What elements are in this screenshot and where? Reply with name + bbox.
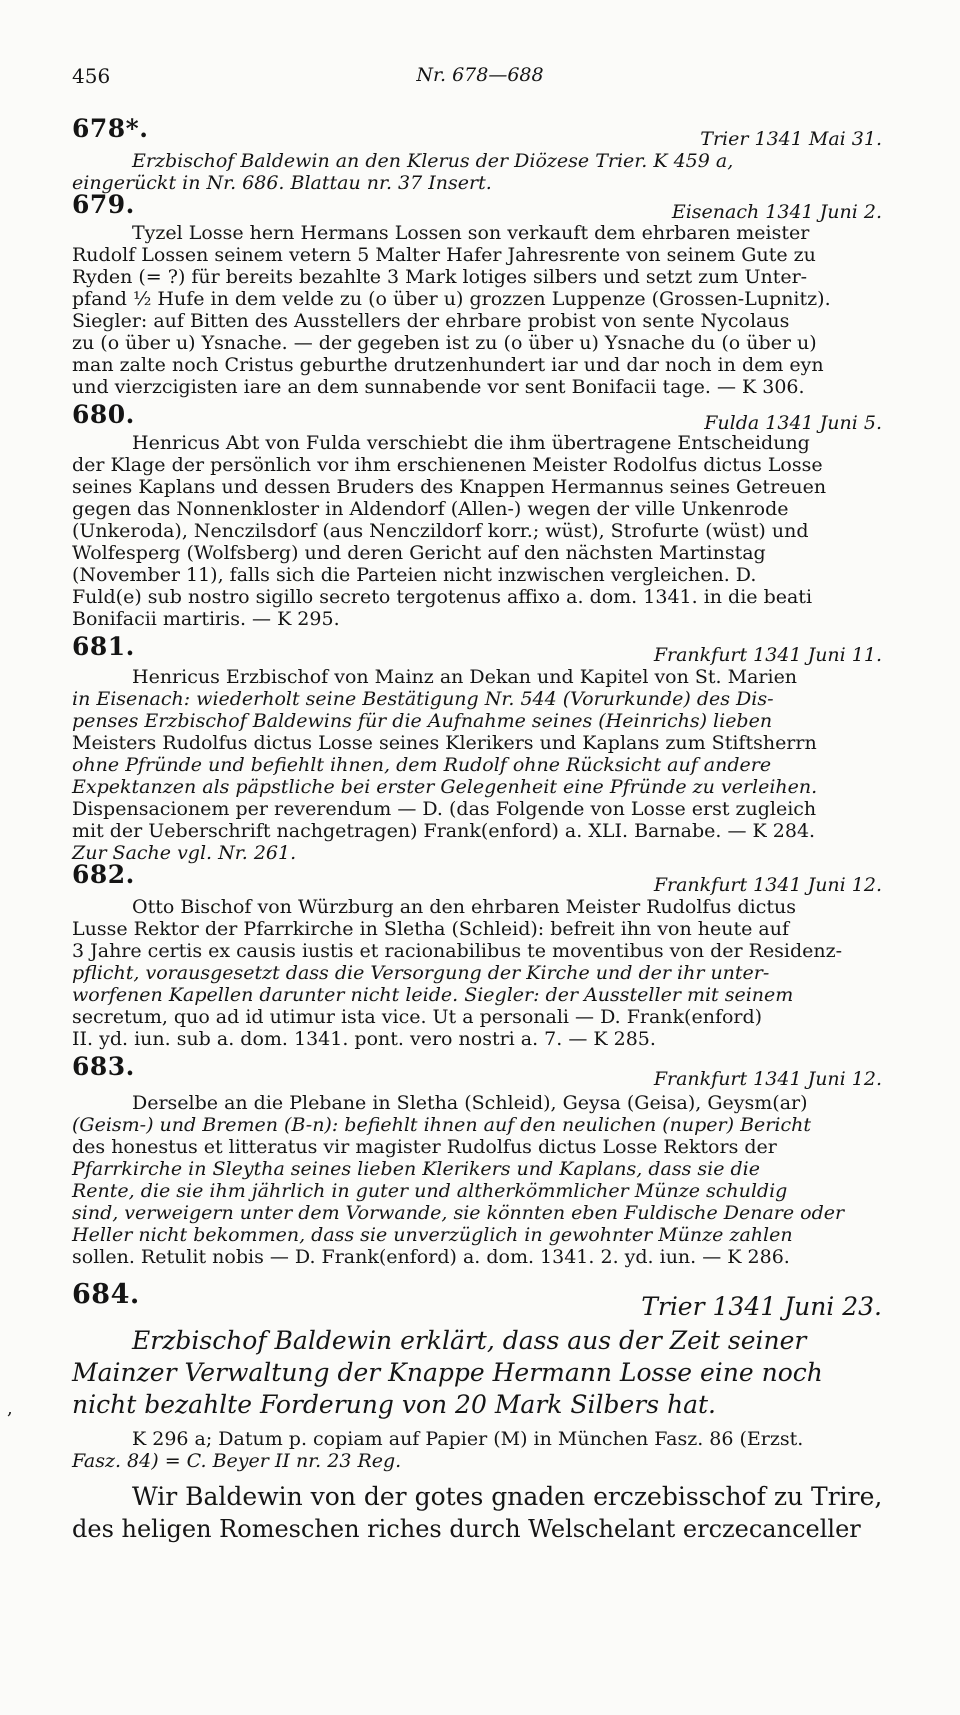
entry-line: Wolfesperg (Wolfsberg) und deren Gericht auf den nächsten Martinstag [72, 542, 766, 564]
entry-place-date: Frankfurt 1341 Juni 12. [653, 1068, 882, 1090]
entry-line: in Eisenach: wiederholt seine Bestätigung Nr. 544 (Vorurkunde) des Dis- [72, 688, 774, 710]
entry-line: Fuld(e) sub nostro sigillo secreto tergotenus affixo a. dom. 1341. in die beati [72, 586, 813, 608]
text-line: Wir Baldewin von der gotes gnaden erczebisschof zu Trire, [132, 1482, 883, 1511]
entry-line: Rente, die sie ihm jährlich in guter und altherkömmlicher Münze schuldig [72, 1180, 788, 1202]
regest-line: nicht bezahlte Forderung von 20 Mark Silbers hat. [72, 1390, 717, 1419]
entry-line: Ryden (= ?) für bereits bezahlte 3 Mark lotiges silbers und setzt zum Unter- [72, 266, 808, 288]
entry-line: pfand ½ Hufe in dem velde zu (o über u) grozzen Luppenze (Grossen-Lupnitz). [72, 288, 831, 310]
entry-number: 681. [72, 632, 135, 661]
entry-line: (Unkeroda), Nenczilsdorf (aus Nenczildorf korr.; wüst), Strofurte (wüst) und [72, 520, 809, 542]
entry-line: Tyzel Losse hern Hermans Lossen son verkauft dem ehrbaren meister [132, 222, 810, 244]
entry-line: Expektanzen als päpstliche bei erster Gelegenheit eine Pfründe zu verleihen. [72, 776, 818, 798]
entry-line: Pfarrkirche in Sleytha seines lieben Klerikers und Kaplans, dass sie die [72, 1158, 760, 1180]
entry-line: Fasz. 84) = C. Beyer II nr. 23 Reg. [72, 1450, 402, 1472]
entry-line: ohne Pfründe und befiehlt ihnen, dem Rudolf ohne Rücksicht auf andere [72, 754, 772, 776]
entry-line: Henricus Abt von Fulda verschiebt die ihm übertragene Entscheidung [132, 432, 810, 454]
entry-line: Derselbe an die Plebane in Sletha (Schleid), Geysa (Geisa), Geysm(ar) [132, 1092, 808, 1114]
entry-line: Lusse Rektor der Pfarrkirche in Sletha (Schleid): befreit ihn von heute auf [72, 918, 790, 940]
entry-line: Erzbischof Baldewin an den Klerus der Diözese Trier. K 459 a, [132, 150, 734, 172]
entry-line: der Klage der persönlich vor ihm erschienenen Meister Rodolfus dictus Losse [72, 454, 823, 476]
entry-line: secretum, quo ad id utimur ista vice. Ut a personali — D. Frank(enford) [72, 1006, 763, 1028]
entry-line: Otto Bischof von Würzburg an den ehrbaren Meister Rudolfus dictus [132, 896, 796, 918]
entry-line: K 296 a; Datum p. copiam auf Papier (M) in München Fasz. 86 (Erzst. [132, 1428, 804, 1450]
entry-line: zu (o über u) Ysnache. — der gegeben ist zu (o über u) Ysnache du (o über u) [72, 332, 817, 354]
entry-line: mit der Ueberschrift nachgetragen) Frank(enford) a. XLI. Barnabe. — K 284. [72, 820, 816, 842]
entry-line: seines Kaplans und dessen Bruders des Knappen Hermannus seines Getreuen [72, 476, 827, 498]
entry-line: II. yd. iun. sub a. dom. 1341. pont. vero nostri a. 7. — K 285. [72, 1028, 656, 1050]
entry-number: 683. [72, 1052, 135, 1081]
entry-number: 678*. [72, 114, 149, 143]
entry-line: Bonifacii martiris. — K 295. [72, 608, 340, 630]
margin-mark: , [7, 1398, 13, 1419]
text-line: des heligen Romeschen riches durch Welschelant erczecanceller [72, 1515, 861, 1543]
entry-place-date: Frankfurt 1341 Juni 12. [653, 874, 882, 896]
entry-line: worfenen Kapellen darunter nicht leide. Siegler: der Aussteller mit seinem [72, 984, 794, 1006]
entry-number: 684. [72, 1279, 140, 1310]
entry-place-date: Eisenach 1341 Juni 2. [671, 201, 882, 223]
running-title: Nr. 678—688 [416, 64, 544, 86]
entry-line: Zur Sache vgl. Nr. 261. [72, 842, 297, 864]
entry-line: Dispensacionem per reverendum — D. (das Folgende von Losse erst zugleich [72, 798, 817, 820]
entry-number: 679. [72, 190, 135, 219]
entry-line: (Geism-) und Bremen (B-n): befiehlt ihnen auf den neulichen (nuper) Bericht [72, 1114, 811, 1136]
entry-line: Heller nicht bekommen, dass sie unverzüglich in gewohnter Münze zahlen [72, 1224, 793, 1246]
entry-line: Meisters Rudolfus dictus Losse seines Klerikers und Kaplans zum Stiftsherrn [72, 732, 817, 754]
entry-place-date: Trier 1341 Juni 23. [641, 1292, 882, 1321]
entry-line: Rudolf Lossen seinem vetern 5 Malter Hafer Jahresrente von seinem Gute zu [72, 244, 816, 266]
entry-line: penses Erzbischof Baldewins für die Aufnahme seines (Heinrichs) lieben [72, 710, 773, 732]
entry-line: eingerückt in Nr. 686. Blattau nr. 37 Insert. [72, 172, 492, 194]
entry-line: 3 Jahre certis ex causis iustis et racionabilibus te moventibus von der Residenz- [72, 940, 843, 962]
entry-place-date: Frankfurt 1341 Juni 11. [653, 644, 882, 666]
entry-place-date: Fulda 1341 Juni 5. [704, 412, 882, 434]
entry-line: gegen das Nonnenkloster in Aldendorf (Allen-) wegen der ville Unkenrode [72, 498, 789, 520]
regest-line: Erzbischof Baldewin erklärt, dass aus der Zeit seiner [132, 1326, 807, 1355]
page-number: 456 [72, 64, 111, 88]
entry-line: man zalte noch Cristus geburthe drutzenhundert iar und dar noch in dem eyn [72, 354, 824, 376]
regest-line: Mainzer Verwaltung der Knappe Hermann Losse eine noch [72, 1358, 823, 1387]
entry-place-date: Trier 1341 Mai 31. [700, 128, 882, 150]
entry-line: sollen. Retulit nobis — D. Frank(enford) a. dom. 1341. 2. yd. iun. — K 286. [72, 1246, 790, 1268]
entry-number: 682. [72, 860, 135, 889]
entry-line: sind, verweigern unter dem Vorwande, sie könnten eben Fuldische Denare oder [72, 1202, 845, 1224]
entry-line: pflicht, vorausgesetzt dass die Versorgung der Kirche und der ihr unter- [72, 962, 770, 984]
entry-line: Siegler: auf Bitten des Ausstellers der ehrbare probist von sente Nycolaus [72, 310, 790, 332]
entry-line: Henricus Erzbischof von Mainz an Dekan und Kapitel von St. Marien [132, 666, 798, 688]
entry-line: des honestus et litteratus vir magister Rudolfus dictus Losse Rektors der [72, 1136, 777, 1158]
entry-line: und vierzcigisten iare an dem sunnabende vor sent Bonifacii tage. — K 306. [72, 376, 805, 398]
entry-line: (November 11), falls sich die Parteien nicht inzwischen vergleichen. D. [72, 564, 757, 586]
entry-number: 680. [72, 400, 135, 429]
